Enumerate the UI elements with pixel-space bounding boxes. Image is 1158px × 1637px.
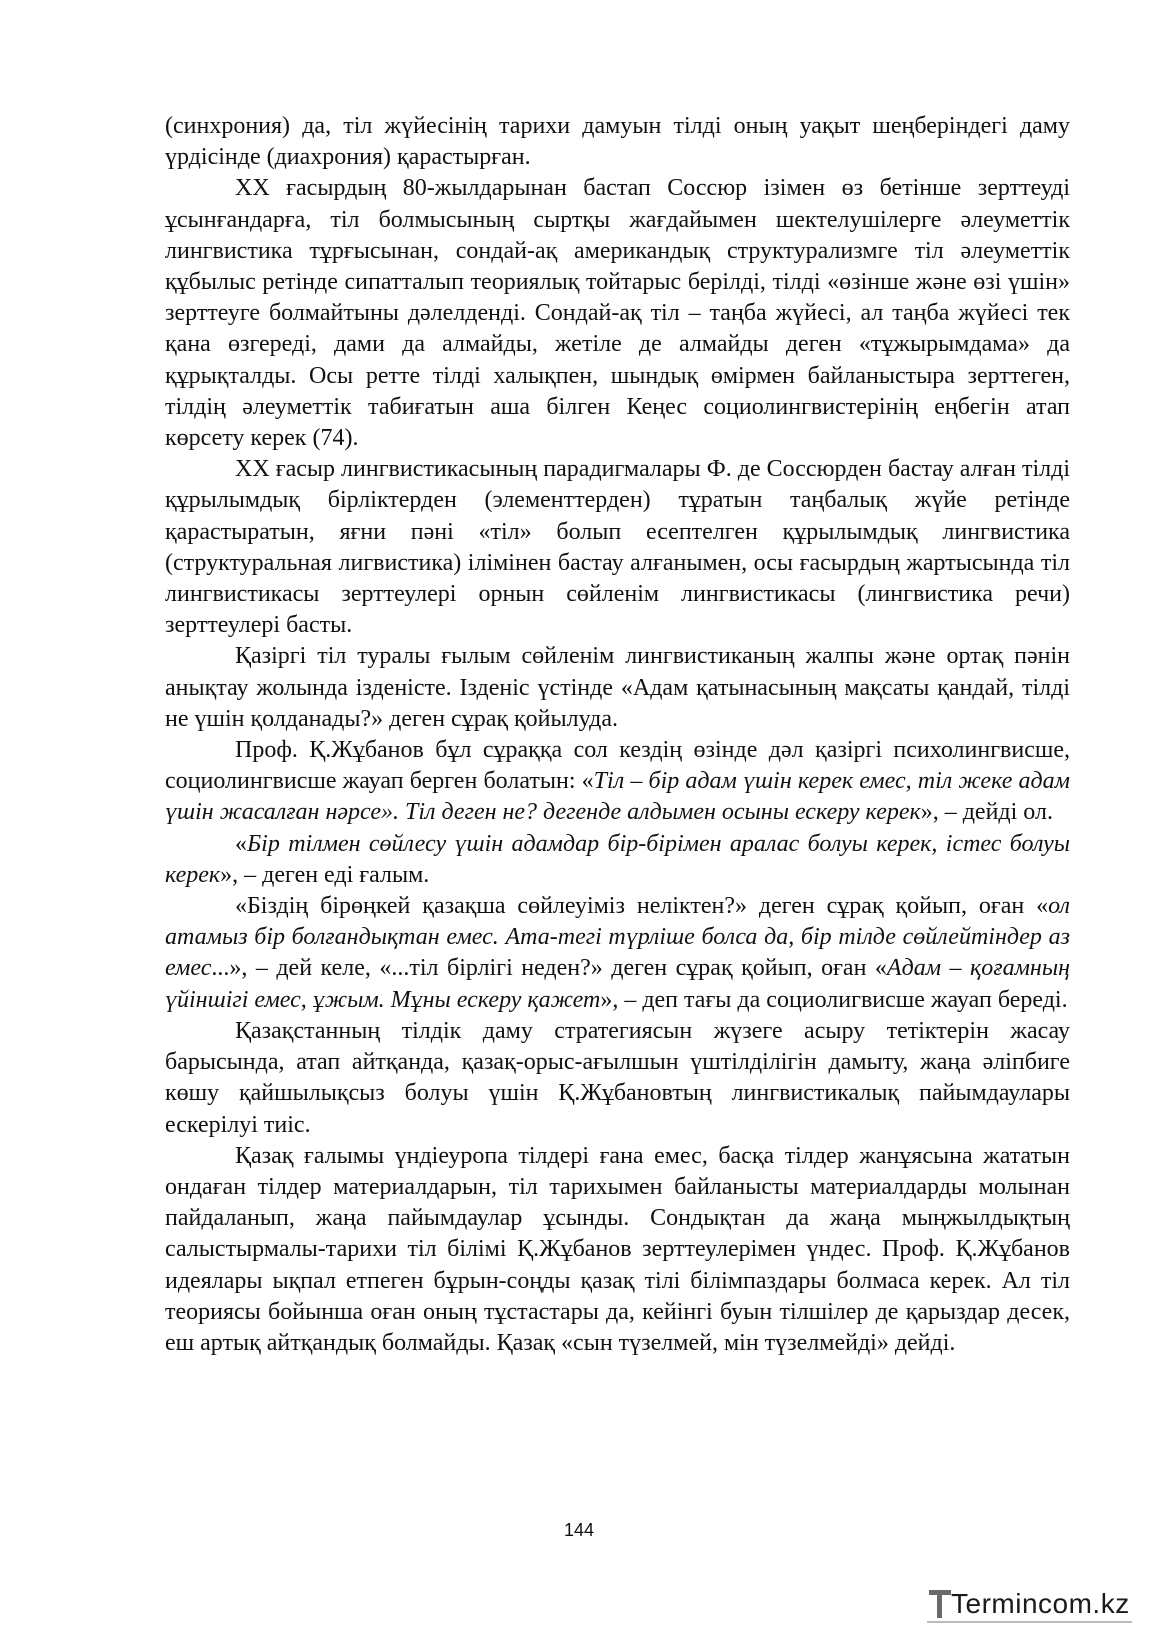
quote-italic: ол атамыз бір болғандықтан емес. Ата-тегі түрліше болса да, бір тілде сөйлейтіндер аз емес: [165, 893, 1070, 982]
paragraph-2: ХХ ғасырдың 80-жылдарынан бастап Соссюр ізімен өз бетінше зерттеуді ұсынғандарға, тіл болмысының сыртқы жағдайымен шектелушілерге әлеуметтік лингвистика тұрғысынан, сондай-ақ американдық структурализмге тіл әлеуметтік құбылыс ретінде сипатталып теориялық тойтарыс берілді, тілді «өзінше және өзі үшін» зерттеуге болмайтыны дәлелденді. Сондай-ақ тіл – таңба жүйесі, ал таңба жүйесі тек қана өзгереді, дами да алмайды, жетіле де алмайды деген «тұжырымдама» да құрықталды. Осы ретте тілді халықпен, шындық өмірмен байланыстыра зерттеген, тілдің әлеуметтік табиғатын аша білген Кеңес социолингвистерінің еңбегін атап көрсету керек (74).: [165, 175, 1070, 452]
paragraph-5: Проф. Қ.Жұбанов бұл сұраққа сол кездің өзінде дәл қазіргі психолингвисше, социолингвисше жауап берген болатын: «Тіл – бір адам үшін керек емес, тіл жеке адам үшін жасалған нәрсе». Тіл деген не? дегенде алдымен осыны ескеру керек», – дейді ол.: [165, 737, 1071, 826]
logo-t-stem: [937, 1590, 942, 1618]
paragraph-7: «Біздің бірөңкей қазақша сөйлеуіміз неліктен?» деген сұрақ қойып, оған «ол атамыз бір болғандықтан емес. Ата-тегі түрліше болса да, бір тілде сөйлейтіндер аз емес...», – дей келе, «...тіл бірлігі неден?» деген сұрақ қойып, оған «Адам – қоғамның үйіншігі емес, ұжым. Мұны ескеру қажет», – деп тағы да социолигвисше жауап береді.: [165, 893, 1071, 1013]
logo-underline: [927, 1621, 1132, 1623]
quote-italic: Адам – қоғамның үйіншігі емес, ұжым. Мұны ескеру қажет: [165, 955, 1071, 1013]
watermark-logo: [917, 1582, 1132, 1628]
paragraph-3: ХХ ғасыр лингвистикасының парадигмалары Ф. де Соссюрден бастау алған тілді құрылымдық бірліктерден (элементтерден) тұратын таңбалық жүйе ретінде қарастыратын, яғни пәні «тіл» болып есептелген құрылымдық лингвистика (структуральная лигвистика) ілімінен бастау алғанымен, осы ғасырдың жартысында тіл лингвистикасы зерттеулері орнын сөйленім лингвистикасы (лингвистика речи) зерттеулері басты.: [165, 456, 1070, 639]
quote-italic: Тіл – бір адам үшін керек емес, тіл жеке адам үшін жасалған нәрсе». Тіл деген не? дегенде алдымен осыны ескеру керек: [165, 768, 1071, 826]
body-text: [165, 111, 1070, 1359]
paragraph-9: Қазақ ғалымы үндіеуропа тілдері ғана емес, басқа тілдер жанұясына жататын ондаған тілдер материалдарын, тіл тарихымен байланысты материалдарды молынан пайдаланып, жаңа пайымдаулар ұсынды. Сондықтан да жаңа мыңжылдықтың салыстырмалы-тарихи тіл білімі Қ.Жұбанов зерттеулерімен үндес. Проф. Қ.Жұбанов идеялары ықпал етпеген бұрын-соңды қазақ тілі білімпаздары болмаса керек. Ал тіл теориясы бойынша оған оның тұстастары да, кейінгі буын тілшілер де қарыздар десек, еш артық айтқандық болмайды. Қазақ «сын түзелмей, мін түзелмейді» дейді.: [165, 1142, 1070, 1356]
page-number: 144: [563, 1520, 595, 1540]
paragraph-1: (синхрония) да, тіл жүйесінің тарихи дамуын тілді оның уақыт шеңберіндегі даму үрдісінде (диахрония) қарастырған.: [165, 113, 1070, 171]
paragraph-6: «Бір тілмен сөйлесу үшін адамдар бір-бірімен аралас болуы керек, істес болуы керек», – деген еді ғалым.: [165, 830, 1070, 888]
paragraph-4: Қазіргі тіл туралы ғылым сөйленім лингвистиканың жалпы және ортақ пәнін анықтау жолында ізденісте. Ізденіс үстінде «Адам қатынасының мақсаты қандай, тілді не үшін қолданады?» деген сұрақ қойылуда.: [165, 643, 1070, 732]
paragraph-8: Қазақстанның тілдік даму стратегиясын жүзеге асыру тетіктерін жасау барысында, атап айтқанда, қазақ-орыс-ағылшын үштілділігін дамыту, жаңа әліпбиге көшу қайшылықсыз болуы үшін Қ.Жұбановтың лингвистикалық пайымдаулары ескерілуі тиіс.: [165, 1017, 1070, 1138]
watermark-text: Termincom.kz: [951, 1588, 1130, 1619]
quote-italic: Бір тілмен сөйлесу үшін адамдар бір-бірімен аралас болуы керек, істес болуы керек: [165, 830, 1070, 888]
